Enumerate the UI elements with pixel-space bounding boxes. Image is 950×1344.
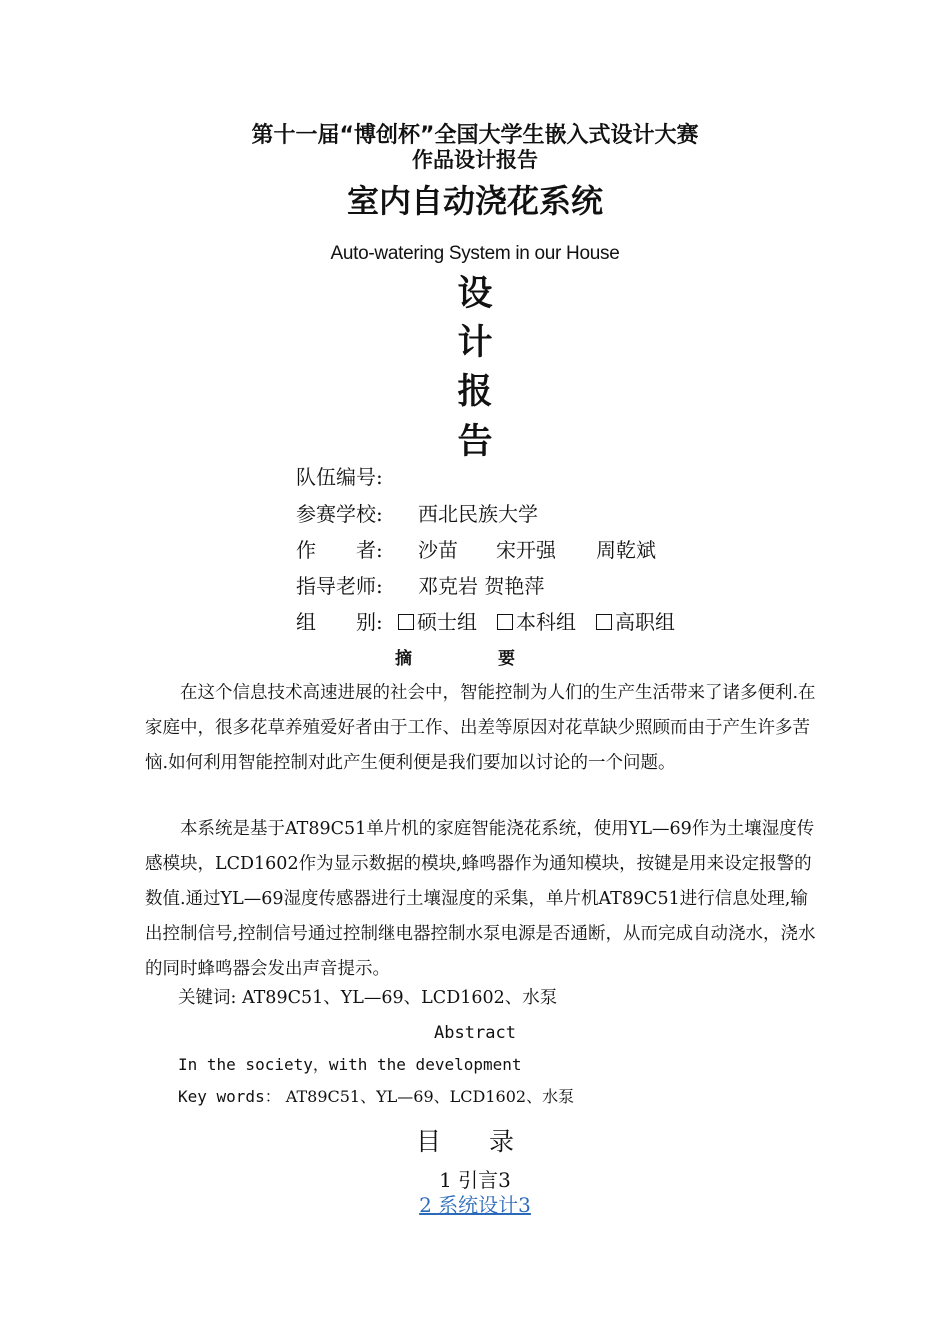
school-value: 西北民族大学: [418, 502, 538, 526]
toc-item[interactable]: [0, 1190, 950, 1220]
checkbox-icon[interactable]: [398, 614, 414, 630]
advisor-names: 邓克岩 贺艳萍: [418, 574, 545, 598]
abstract-heading: 摘 要: [395, 649, 555, 669]
abstract-en-text: In the society，with the development: [178, 1055, 522, 1074]
abstract-paragraph: 本系统是基于AT89C51单片机的家庭智能浇花系统，使用YL—69作为土壤湿度传感模块，LCD1602作为显示数据的模块,蜂鸣器作为通知模块，按键是用来设定报警的数值.通过YL—69湿度传感器进行土壤湿度的采集，单片机AT89C51进行信息处理,输出控制信号,控制信号通过控制继电器控制水泵电源是否通断，从而完成自动浇水，浇水的同时蜂鸣器会发出声音提示。: [145, 819, 816, 979]
checkbox-icon[interactable]: [596, 614, 612, 630]
group-row: [296, 608, 675, 636]
contest-title: 第十一届“博创杯”全国大学生嵌入式设计大赛: [251, 123, 699, 148]
author-name: 沙苗: [418, 538, 458, 562]
keywords-en-value: AT89C51、YL—69、LCD1602、水泵: [280, 1087, 575, 1106]
authors-row: [296, 536, 656, 564]
keywords-en-label: Key words：: [178, 1087, 281, 1106]
team-number-label: 队伍编号:: [296, 465, 383, 489]
group-label: 组 别:: [296, 610, 383, 634]
school-row: [296, 500, 538, 528]
author-name: 宋开强: [496, 538, 556, 562]
team-number-row: [296, 463, 383, 491]
vertical-title-char: 告: [457, 422, 493, 462]
author-name: 周乾斌: [596, 538, 656, 562]
vertical-title-char: 设: [457, 274, 493, 314]
school-label: 参赛学校:: [296, 502, 383, 526]
advisor-row: [296, 572, 545, 600]
group-option-undergrad[interactable]: 本科组: [497, 608, 576, 636]
advisor-label: 指导老师:: [296, 574, 383, 598]
abstract-paragraph: 在这个信息技术高速进展的社会中，智能控制为人们的生产生活带来了诸多便利.在家庭中，很多花草养殖爱好者由于工作、出差等原因对花草缺少照顾而由于产生许多苦恼.如何利用智能控制对此产生便利便是我们要加以讨论的一个问题。: [145, 683, 816, 773]
authors-label: 作 者:: [296, 538, 383, 562]
toc-link[interactable]: 2 系统设计3: [419, 1193, 531, 1217]
abstract-en-heading: Abstract: [434, 1023, 516, 1043]
report-subtitle: 作品设计报告: [412, 148, 538, 172]
group-option-master[interactable]: 硕士组: [398, 608, 477, 636]
keywords-cn: 关键词: AT89C51、YL—69、LCD1602、水泵: [178, 988, 558, 1008]
project-title: 室内自动浇花系统: [346, 182, 603, 220]
toc-item[interactable]: 1 引言3: [439, 1168, 511, 1192]
group-option-vocational[interactable]: 高职组: [596, 608, 675, 636]
vertical-title-char: 报: [457, 372, 493, 412]
keywords-en: [178, 1084, 574, 1110]
checkbox-icon[interactable]: [497, 614, 513, 630]
project-title-english: Auto-watering System in our House: [330, 243, 620, 264]
toc-heading: 目 录: [416, 1127, 534, 1156]
vertical-title-char: 计: [457, 323, 493, 363]
